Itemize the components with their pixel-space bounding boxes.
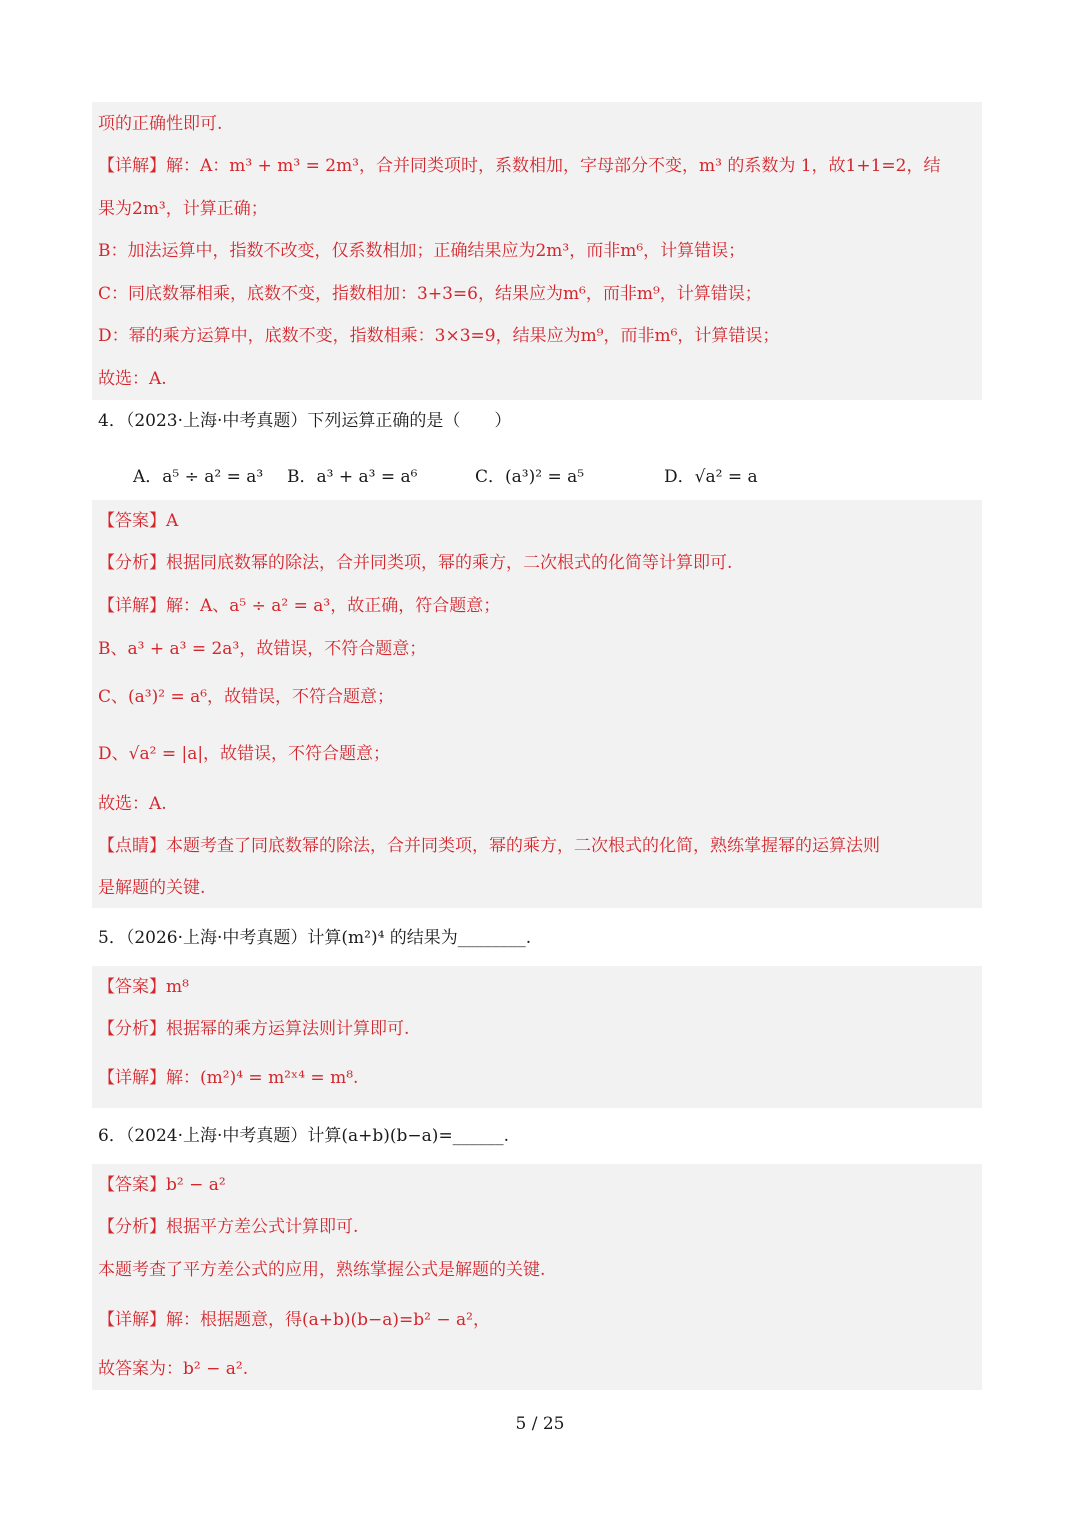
solution-line: 故答案为：b² − a². bbox=[98, 1359, 249, 1379]
page-number: 5 / 25 bbox=[515, 1414, 565, 1434]
solution-line: C：同底数幂相乘，底数不变，指数相加：3+3=6，结果应为m⁶，而非m⁹，计算错误； bbox=[98, 284, 762, 304]
question-6-stem: 6．（2024·上海·中考真题）计算(a+b)(b−a)=______. bbox=[98, 1126, 510, 1146]
answer-line: 【答案】m⁸ bbox=[98, 977, 189, 997]
solution-line: C、(a³)² = a⁶，故错误，不符合题意； bbox=[98, 687, 395, 707]
solution-line: 【详解】解：A、a⁵ ÷ a² = a³，故正确，符合题意； bbox=[98, 596, 501, 616]
analysis-line: 【分析】根据幂的乘方运算法则计算即可. bbox=[98, 1019, 410, 1039]
solution-line: 故选：A. bbox=[98, 369, 167, 389]
q4-option-a: A．a⁵ ÷ a² = a³ bbox=[133, 467, 264, 487]
answer-line: 【答案】b² − a² bbox=[98, 1175, 226, 1195]
solution-line: D：幂的乘方运算中，底数不变，指数相乘：3×3=9，结果应为m⁹，而非m⁶，计算错误； bbox=[98, 326, 780, 346]
q4-option-c: C．(a³)² = a⁵ bbox=[475, 467, 585, 487]
comment-line: 是解题的关键. bbox=[98, 878, 206, 898]
solution-line: 故选：A. bbox=[98, 794, 167, 814]
solution-line: 项的正确性即可. bbox=[98, 114, 223, 134]
answer-line: 【答案】A bbox=[98, 511, 179, 531]
solution-line: B：加法运算中，指数不改变，仅系数相加；正确结果应为2m³，而非m⁶，计算错误； bbox=[98, 241, 746, 261]
question-5-stem: 5．（2026·上海·中考真题）计算(m²)⁴ 的结果为________. bbox=[98, 928, 532, 948]
solution-line: 【详解】解：(m²)⁴ = m²ˣ⁴ = m⁸. bbox=[98, 1068, 359, 1088]
analysis-line: 【分析】根据同底数幂的除法，合并同类项，幂的乘方，二次根式的化简等计算即可. bbox=[98, 553, 733, 573]
solution-line: 果为2m³，计算正确； bbox=[98, 199, 268, 219]
solution-line: D、√a² = |a|，故错误，不符合题意； bbox=[98, 744, 391, 764]
solution-line: B、a³ + a³ = 2a³，故错误，不符合题意； bbox=[98, 639, 427, 659]
question-4-stem: 4．（2023·上海·中考真题）下列运算正确的是（ ） bbox=[98, 411, 512, 431]
q4-option-b: B．a³ + a³ = a⁶ bbox=[287, 467, 418, 487]
solution-line: 【详解】解：A：m³ + m³ = 2m³，合并同类项时，系数相加，字母部分不变，m³ 的系数为 1，故1+1=2，结 bbox=[98, 156, 941, 176]
solution-line: 【详解】解：根据题意，得(a+b)(b−a)=b² − a²， bbox=[98, 1310, 490, 1330]
analysis-line: 【分析】根据平方差公式计算即可. bbox=[98, 1217, 359, 1237]
q4-option-d: D．√a² = a bbox=[664, 467, 758, 487]
comment-line: 本题考查了平方差公式的应用，熟练掌握公式是解题的关键. bbox=[98, 1260, 546, 1280]
comment-line: 【点睛】本题考查了同底数幂的除法，合并同类项，幂的乘方，二次根式的化简，熟练掌握幂的运算法则 bbox=[98, 836, 880, 856]
